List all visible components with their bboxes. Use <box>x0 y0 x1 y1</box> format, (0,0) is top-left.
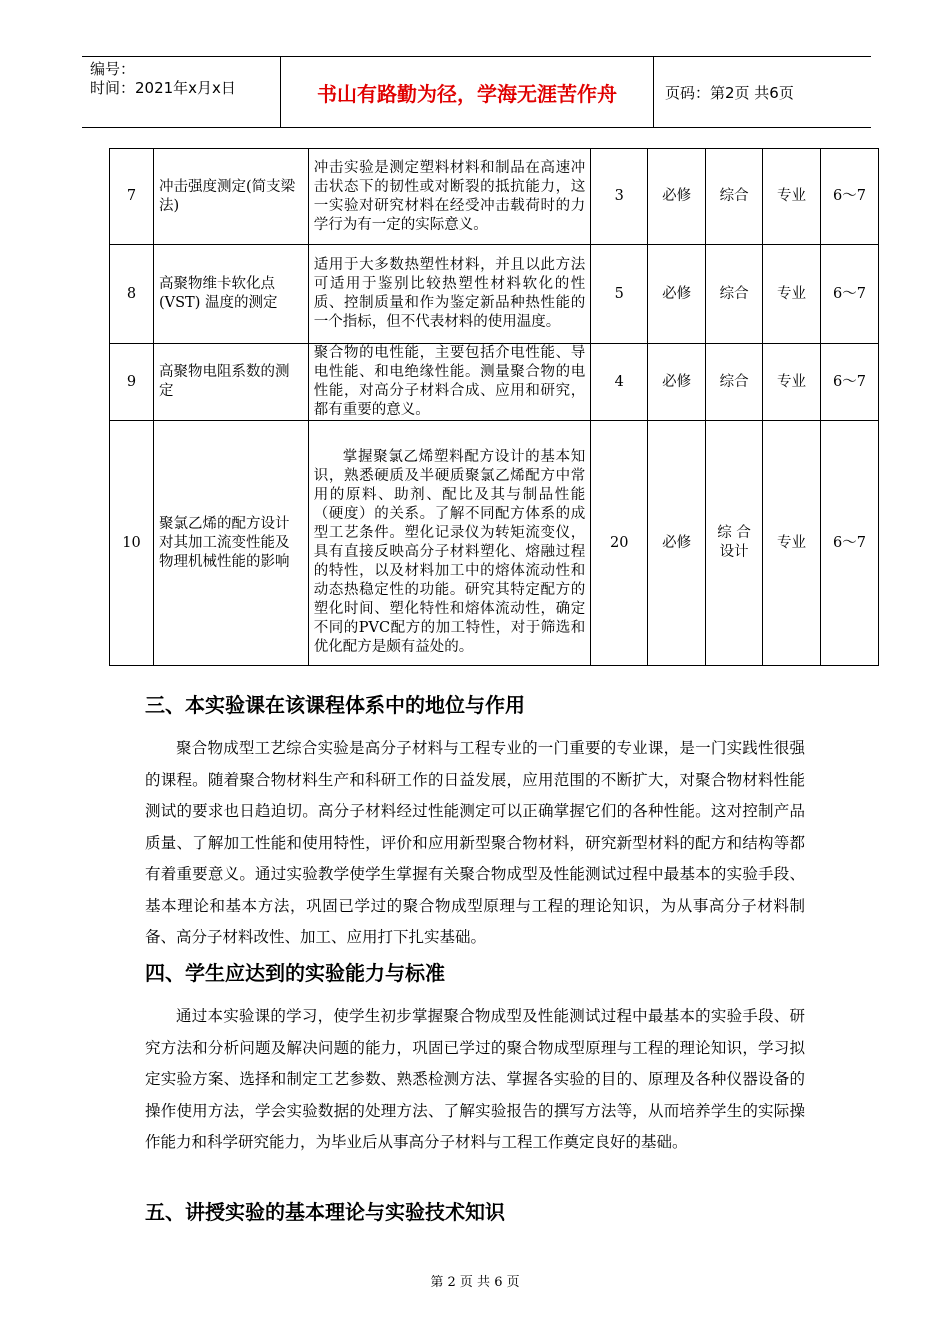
experiment-type: 综合 <box>706 344 763 421</box>
row-number: 8 <box>110 245 154 344</box>
row-number: 7 <box>110 149 154 245</box>
experiment-description: 适用于大多数热塑性材料，并且以此方法可适用于鉴别比较热塑性材料软化的性质、控制质量和作为鉴定新品种热性能的一个指标，但不代表材料的使用温度。 <box>308 245 591 344</box>
experiment-requirement: 必修 <box>648 245 706 344</box>
experiment-hours: 3 <box>591 149 648 245</box>
experiment-semester: 6～7 <box>820 421 878 666</box>
experiment-category: 专业 <box>763 149 821 245</box>
experiment-requirement: 必修 <box>648 149 706 245</box>
section-4-body: 通过本实验课的学习，使学生初步掌握聚合物成型及性能测试过程中最基本的实验手段、研究方法和分析问题及解决问题的能力，巩固已学过的聚合物成型原理与工程的理论知识，学习拟定实验方案、选择和制定工艺参数、熟悉检测方法、掌握各实验的目的、原理及各种仪器设备的操作使用方法，学会实验数据的处理方法、了解实验报告的撰写方法等，从而培养学生的实际操作能力和科学研究能力，为毕业后从事高分子材料与工程工作奠定良好的基础。 <box>145 1007 805 1151</box>
header-page-info: 页码：第2页 共6页 <box>665 83 794 102</box>
experiment-description: 聚合物的电性能，主要包括介电性能、导电性能、和电绝缘性能。测量聚合物的电性能，对高分子材料合成、应用和研究，都有重要的意义。 <box>308 344 591 421</box>
experiment-name: 高聚物电阻系数的测定 <box>153 344 308 421</box>
row-number: 9 <box>110 344 154 421</box>
experiment-semester: 6～7 <box>820 245 878 344</box>
experiment-type: 综合 <box>706 245 763 344</box>
header-meta <box>82 57 280 127</box>
experiment-semester: 6～7 <box>820 149 878 245</box>
section-3-title: 三、本实验课在该课程体系中的地位与作用 <box>145 693 525 717</box>
experiment-requirement: 必修 <box>648 421 706 666</box>
section-3-body: 聚合物成型工艺综合实验是高分子材料与工程专业的一门重要的专业课，是一门实践性很强的课程。随着聚合物材料生产和科研工作的日益发展，应用范围的不断扩大，对聚合物材料性能测试的要求也日趋迫切。高分子材料经过性能测定可以正确掌握它们的各种性能。这对控制产品质量、了解加工性能和使用特性，评价和应用新型聚合物材料，研究新型材料的配方和结构等都有着重要意义。通过实验教学使学生掌握有关聚合物成型及性能测试过程中最基本的实验手段、基本理论和基本方法，巩固已学过的聚合物成型原理与工程的理论知识，为从事高分子材料制备、高分子材料改性、加工、应用打下扎实基础。 <box>145 739 805 946</box>
table-row <box>110 421 879 666</box>
experiment-description: 掌握聚氯乙烯塑料配方设计的基本知识，熟悉硬质及半硬质聚氯乙烯配方中常用的原料、助剂、配比及其与制品性能（硬度）的关系。了解不同配方体系的成型工艺条件。塑化记录仪为转矩流变仪，具有直接反映高分子材料塑化、熔融过程的特性，以及材料加工中的熔体流动性和动态热稳定性的功能。研究其特定配方的塑化时间、塑化特性和熔体流动性，确定不同的PVC配方的加工特性，对于筛选和优化配方是颇有益处的。 <box>308 421 591 666</box>
experiment-category: 专业 <box>763 245 821 344</box>
experiment-semester: 6～7 <box>820 344 878 421</box>
experiment-type: 综合 <box>706 149 763 245</box>
section-5-title: 五、讲授实验的基本理论与实验技术知识 <box>145 1200 505 1224</box>
page-header <box>82 56 871 128</box>
doc-time-label: 时间：2021年x月x日 <box>90 79 236 97</box>
experiment-table <box>109 148 879 666</box>
experiment-hours: 4 <box>591 344 648 421</box>
section-4-title: 四、学生应达到的实验能力与标准 <box>145 961 445 985</box>
row-number: 10 <box>110 421 154 666</box>
experiment-hours: 20 <box>591 421 648 666</box>
experiment-category: 专业 <box>763 421 821 666</box>
experiment-type: 综 合 设计 <box>706 421 763 666</box>
experiment-hours: 5 <box>591 245 648 344</box>
table-row <box>110 149 879 245</box>
experiment-requirement: 必修 <box>648 344 706 421</box>
page-footer: 第 2 页 共 6 页 <box>430 1275 520 1290</box>
experiment-category: 专业 <box>763 344 821 421</box>
experiment-description: 冲击实验是测定塑料材料和制品在高速冲击状态下的韧性或对断裂的抵抗能力，这一实验对研究材料在经受冲击载荷时的力学行为有一定的实际意义。 <box>308 149 591 245</box>
header-motto: 书山有路勤为径，学海无涯苦作舟 <box>280 57 654 127</box>
doc-number-label: 编号： <box>90 60 136 78</box>
experiment-name: 聚氯乙烯的配方设计对其加工流变性能及物理机械性能的影响 <box>153 421 308 666</box>
table-row <box>110 344 879 421</box>
table-row <box>110 245 879 344</box>
experiment-name: 高聚物维卡软化点(VST) 温度的测定 <box>153 245 308 344</box>
experiment-name: 冲击强度测定(简支梁法) <box>153 149 308 245</box>
